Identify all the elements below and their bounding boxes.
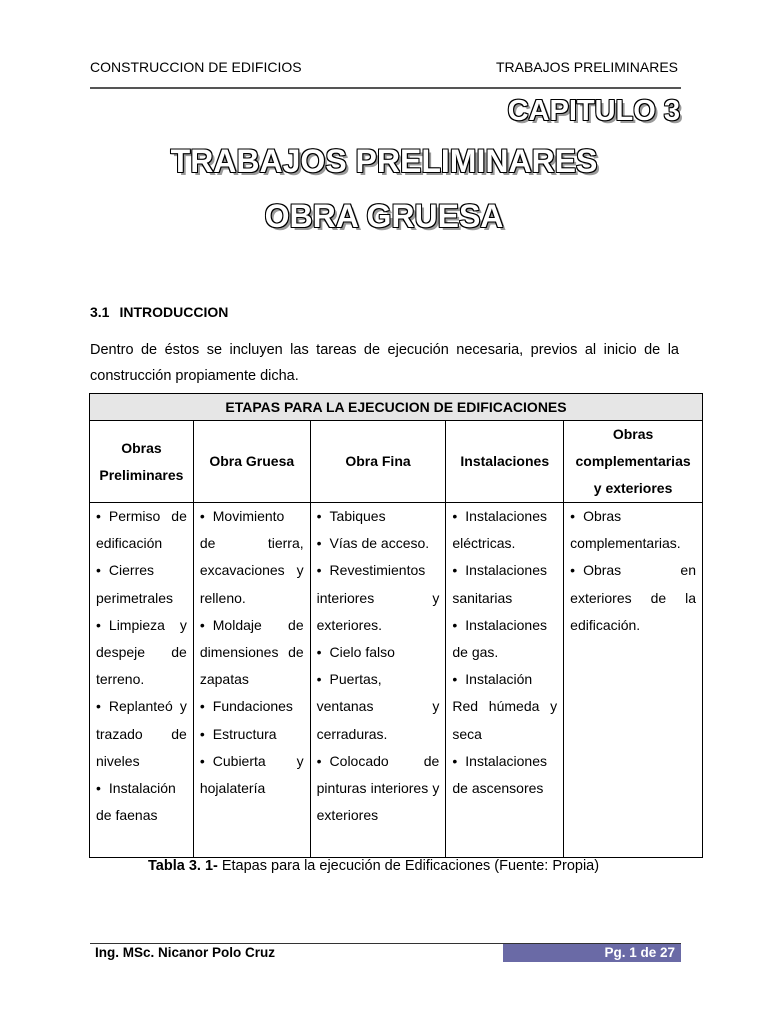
list-item: • Permiso de edificación <box>96 503 187 557</box>
list-item: • Cierres perimetrales <box>96 557 187 611</box>
list-item: • Replanteó y trazado de niveles <box>96 693 187 775</box>
bullet-list <box>317 503 440 829</box>
list-item: • Puertas, ventanas y cerraduras. <box>317 666 440 748</box>
list-item: • Tabiques <box>317 503 440 530</box>
bullet-list <box>452 503 557 802</box>
section-number: 3.1 <box>90 304 110 320</box>
header-chapter-title: TRABAJOS PRELIMINARES <box>495 59 678 75</box>
bullet-list <box>96 503 187 829</box>
list-item: • Instalaciones de gas. <box>452 612 557 666</box>
caption-label: Tabla 3. 1- <box>148 858 218 874</box>
table-cell <box>90 503 194 858</box>
table-header-row <box>90 421 703 503</box>
table-cell <box>193 503 310 858</box>
list-item: • Instalación Red húmeda y seca <box>452 666 557 748</box>
list-item: • Fundaciones <box>200 693 304 720</box>
intro-paragraph: Dentro de éstos se incluyen las tareas de ejecución necesaria, previos al inicio de la construcción propiamente dicha. <box>90 342 679 384</box>
list-item: • Obras complementarias. <box>570 503 696 557</box>
bullet-list <box>200 503 304 802</box>
section-title: INTRODUCCION <box>119 304 229 320</box>
table-cell <box>310 503 446 858</box>
section-heading <box>90 304 228 320</box>
caption-text: Etapas para la ejecución de Edificaciones (Fuente: Propia) <box>221 858 600 874</box>
footer-page-number: Pg. 1 de 27 <box>503 944 681 962</box>
list-item: • Instalaciones de ascensores <box>452 748 557 802</box>
stages-table <box>89 393 703 858</box>
table-body-row <box>90 503 703 858</box>
list-item: • Instalación de faenas <box>96 775 187 829</box>
page-title-line2: OBRA GRUESA <box>264 198 504 234</box>
table-cell <box>446 503 564 858</box>
list-item: • Limpieza y despeje de terreno. <box>96 612 187 694</box>
list-item: • Vías de acceso. <box>317 530 440 557</box>
page-title-line1: TRABAJOS PRELIMINARES <box>170 143 598 179</box>
list-item: • Moldaje de dimensiones de zapatas <box>200 612 304 694</box>
bullet-list <box>570 503 696 639</box>
column-header: Obra Fina <box>310 421 446 503</box>
list-item: • Cielo falso <box>317 639 440 666</box>
list-item: • Instalaciones sanitarias <box>452 557 557 611</box>
list-item: • Cubierta y hojalatería <box>200 748 304 802</box>
table-cell <box>564 503 703 858</box>
header-course-title: CONSTRUCCION DE EDIFICIOS <box>90 59 302 75</box>
column-header: Obras Preliminares <box>90 421 194 503</box>
footer-author: Ing. MSc. Nicanor Polo Cruz <box>95 945 276 960</box>
list-item: • Movimiento de tierra, excavaciones y relleno. <box>200 503 304 612</box>
column-header: Obras complementarias y exteriores <box>564 421 703 503</box>
list-item: • Obras en exteriores de la edificación. <box>570 557 696 639</box>
table-title: ETAPAS PARA LA EJECUCION DE EDIFICACIONES <box>90 394 703 421</box>
table-caption <box>148 858 599 874</box>
column-header: Obra Gruesa <box>193 421 310 503</box>
list-item: • Colocado de pinturas interiores y exteriores <box>317 748 440 830</box>
list-item: • Instalaciones eléctricas. <box>452 503 557 557</box>
list-item: • Revestimientos interiores y exteriores. <box>317 557 440 639</box>
header-rule <box>90 87 681 89</box>
column-header: Instalaciones <box>446 421 564 503</box>
list-item: • Estructura <box>200 721 304 748</box>
chapter-heading: CAPITULO 3 <box>507 95 680 127</box>
